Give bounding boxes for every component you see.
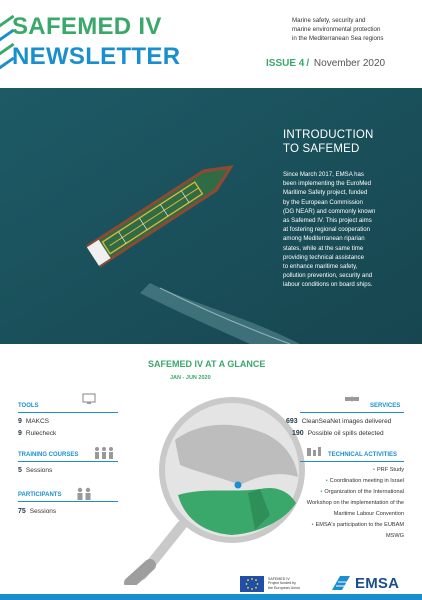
participants-stat: 75 Sessions — [18, 508, 57, 515]
monitor-icon — [82, 393, 96, 405]
intro-title: INTRODUCTION TO SAFEMED — [283, 129, 374, 155]
magnifier-map-graphic — [120, 385, 320, 585]
divider — [18, 412, 118, 413]
divider — [18, 461, 118, 462]
services-stat-spills: 190 Possible oil spills detected — [292, 430, 384, 437]
tools-stat-makcs: 9 MAKCS — [18, 418, 50, 425]
technical-item: MSWG — [385, 533, 404, 539]
tools-stat-rulecheck: 9 Rulecheck — [18, 430, 57, 437]
issue-label: ISSUE 4 / November 2020 — [266, 58, 386, 69]
newsletter-title-line1: SAFEMED IV — [12, 13, 162, 40]
intro-body: Since March 2017, EMSA has been implementing the EuroMed Maritime Safety project, funded by the European Commission (DG NEAR) and commonly known as Safemed IV. This project aims at fostering regional cooperation among Mediterranean riparian states, while at the same time providing technical assistance to enhance maritime safety, pollution prevention, security and labour conditions on board ships. — [283, 171, 376, 289]
divider — [300, 461, 404, 462]
issue-date: November 2020 — [313, 58, 386, 69]
glance-title: SAFEMED IV AT A GLANCE — [148, 359, 266, 369]
emsa-logo-text: EMSA — [355, 575, 400, 592]
services-heading: SERVICES — [370, 403, 401, 409]
technical-item: • Coordination meeting in Israel — [325, 478, 404, 484]
emsa-logo-mark-icon — [330, 574, 352, 592]
footer-bar — [0, 594, 422, 600]
services-stat-images: 693 CleanSeaNet images delivered — [286, 418, 392, 425]
divider — [18, 501, 118, 502]
technical-item: • EMSA's participation to the EUBAM — [311, 522, 404, 528]
eu-flag-logo — [240, 576, 264, 592]
technical-item: Workshop on the implementation of the — [306, 500, 404, 506]
eu-funding-text: SAFEMED IV Project funded by the European Union — [268, 577, 300, 590]
training-heading: TRAINING COURSES — [18, 452, 79, 458]
technical-item: • PRF Study — [372, 467, 404, 473]
newsletter-tagline: Marine safety, security and marine environmental protection in the Mediterranean Sea regions — [292, 17, 384, 42]
eu-stars-icon — [240, 576, 264, 592]
tools-technical-icon — [306, 446, 322, 458]
technical-heading: TECHNICAL ACTIVITIES — [328, 452, 398, 458]
technical-item: • Organization of the International — [320, 489, 404, 495]
technical-item: Maritime Labour Convention — [333, 511, 404, 517]
tools-heading: TOOLS — [18, 403, 39, 409]
newsletter-title-line2: NEWSLETTER — [12, 43, 181, 70]
training-stat-sessions: 5 Sessions — [18, 467, 53, 474]
participants-icon — [74, 487, 94, 501]
participants-heading: PARTICIPANTS — [18, 492, 62, 498]
glance-period: JAN - JUN 2020 — [170, 375, 211, 381]
divider — [300, 412, 404, 413]
satellite-icon — [344, 393, 360, 405]
people-group-icon — [92, 446, 116, 460]
